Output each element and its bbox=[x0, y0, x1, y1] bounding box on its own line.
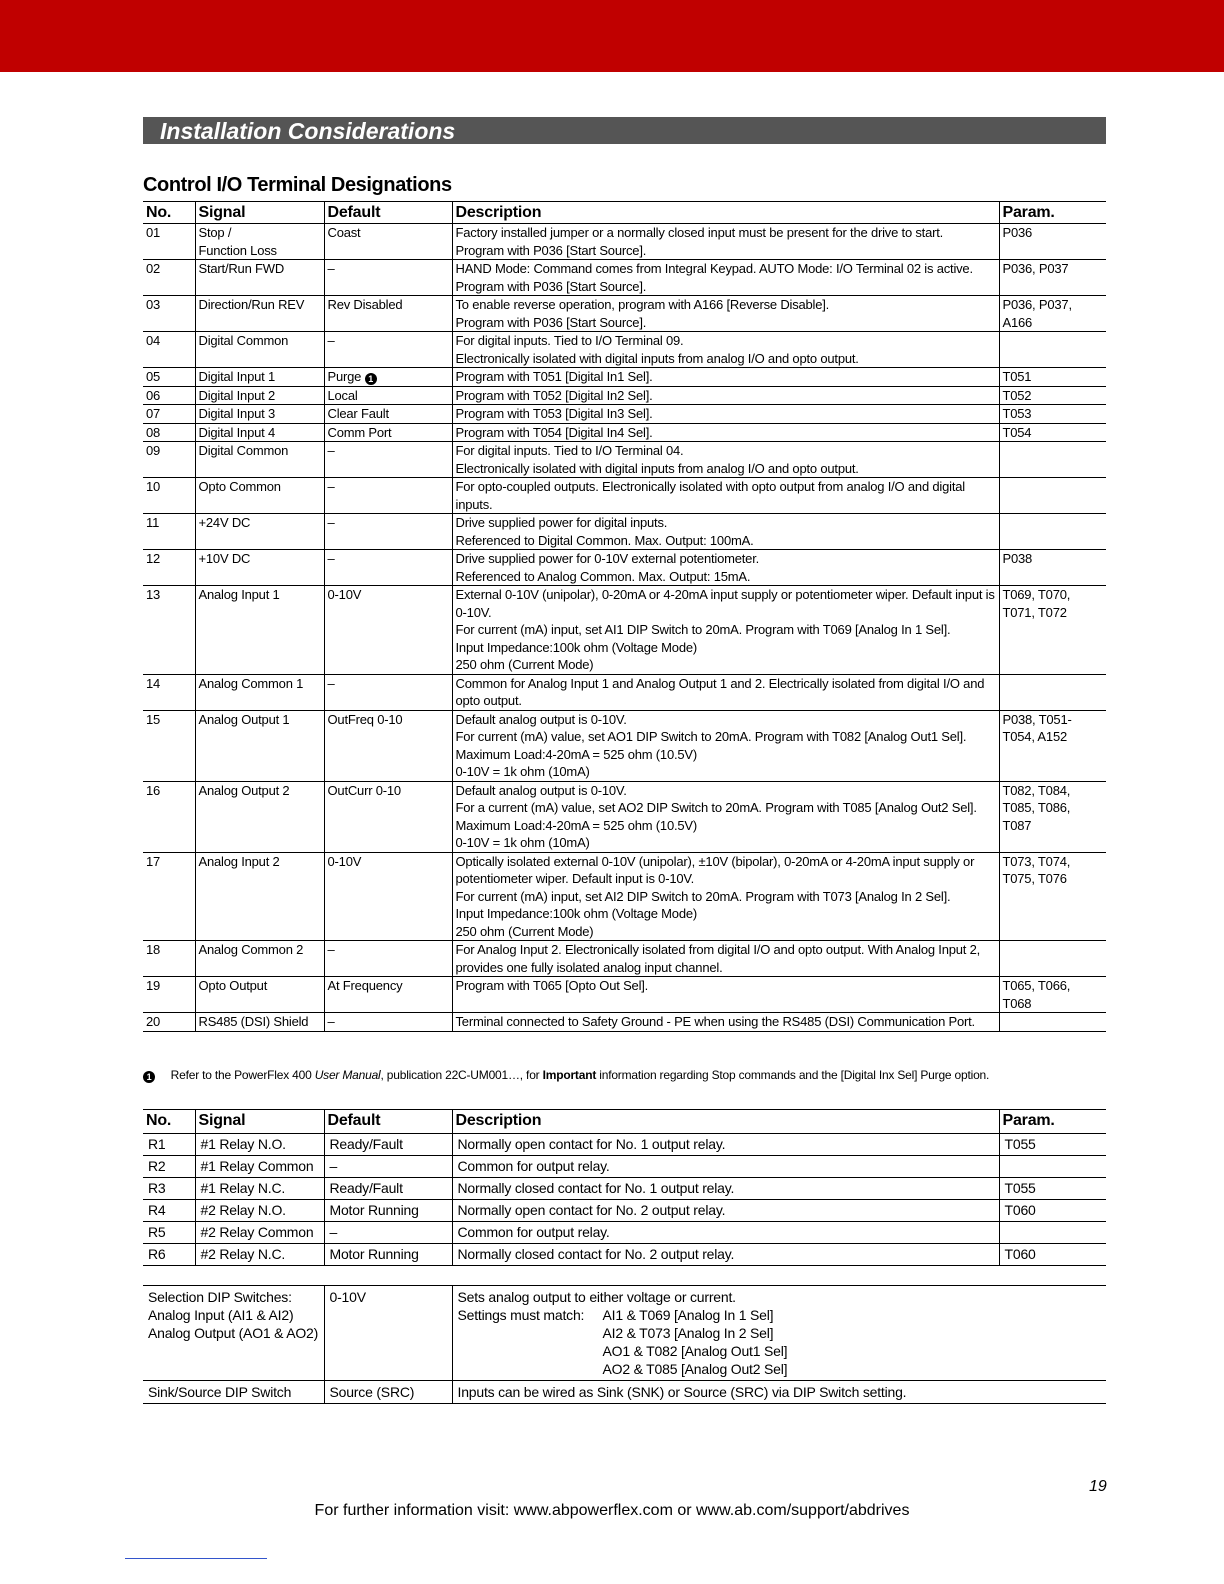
cell-description bbox=[452, 478, 999, 514]
cell-default bbox=[324, 710, 452, 781]
cell-no-text: 06 bbox=[146, 387, 161, 403]
cell-signal bbox=[195, 332, 324, 368]
cell-description: Normally open contact for No. 2 output relay. bbox=[452, 1200, 999, 1222]
cell-description-text: Program with T051 [Digital In1 Sel]. bbox=[455, 369, 653, 384]
cell-default: – bbox=[324, 1222, 452, 1244]
cell-description bbox=[452, 442, 999, 478]
cell-param bbox=[999, 386, 1106, 405]
cell-default: Motor Running bbox=[324, 1244, 452, 1266]
cell-default bbox=[324, 405, 452, 424]
cell-description bbox=[452, 260, 999, 296]
col-header-param: Param. bbox=[999, 202, 1106, 224]
cell-signal-text: Opto Output bbox=[198, 978, 268, 993]
cell-signal bbox=[195, 941, 324, 977]
cell-default-text: 0-10V bbox=[327, 853, 362, 869]
cell-param bbox=[999, 224, 1106, 260]
cell-param-text: P036 bbox=[1002, 225, 1033, 240]
cell-param bbox=[999, 781, 1106, 852]
col-header-signal: Signal bbox=[195, 202, 324, 224]
cell-signal bbox=[195, 852, 324, 941]
cell-description-text: Factory installed jumper or a normally closed input must be present for the drive to start. Program with P036 [Start Source]. bbox=[455, 225, 944, 258]
cell-signal-text: Analog Input 2 bbox=[198, 853, 280, 869]
cell-param bbox=[999, 1013, 1106, 1032]
cell-description-text: For opto-coupled outputs. Electronically isolated with opto output from analog I/O and digital inputs. bbox=[455, 479, 965, 512]
cell-signal bbox=[195, 550, 324, 586]
cell-description: Common for output relay. bbox=[452, 1222, 999, 1244]
cell-no: R4 bbox=[148, 1202, 166, 1218]
cell-default-text: – bbox=[327, 675, 335, 691]
cell-param bbox=[999, 260, 1106, 296]
cell-signal-text: Analog Common 2 bbox=[198, 942, 304, 957]
cell-no bbox=[143, 674, 195, 710]
cell-no-text: 12 bbox=[146, 551, 161, 566]
cell-no-text: 08 bbox=[146, 424, 161, 440]
cell-no-text: 17 bbox=[146, 853, 161, 869]
cell-description: Normally open contact for No. 1 output relay. bbox=[452, 1134, 999, 1156]
cell-description-text: For Analog Input 2. Electronically isolated from digital I/O and opto output. With Analog Input 2, provides one fully isolated analog input channel. bbox=[455, 942, 981, 975]
col-header-description: Description bbox=[452, 1110, 999, 1134]
cell-description-text: Optically isolated external 0-10V (unipolar), ±10V (bipolar), 0-20mA or 4-20mA input supply or potentiometer wiper. Default input is 0-10V. For current (mA) input, set AI2 DIP Switch to 20mA. Program with T073 [Analog In 2 Sel]. Input Impedance:100k ohm (Voltage Mode) 250 ohm (Current Mode) bbox=[455, 853, 975, 939]
cell-signal bbox=[195, 423, 324, 442]
cell-param bbox=[999, 442, 1106, 478]
table-row bbox=[143, 1134, 1106, 1156]
table-row bbox=[143, 1156, 1106, 1178]
cell-no: R2 bbox=[148, 1158, 166, 1174]
cell-default bbox=[324, 977, 452, 1013]
cell-default bbox=[324, 1013, 452, 1032]
cell-description bbox=[452, 296, 999, 332]
cell-signal bbox=[195, 224, 324, 260]
cell-signal bbox=[195, 368, 324, 387]
cell-signal-text: Digital Common bbox=[198, 333, 289, 348]
cell-signal-text: Digital Common bbox=[198, 443, 289, 458]
cell-default: Ready/Fault bbox=[324, 1178, 452, 1200]
dip-switch-default: 0-10V bbox=[324, 1286, 452, 1381]
cell-default bbox=[324, 586, 452, 675]
footnote-ref-icon: 1 bbox=[365, 373, 377, 385]
cell-description bbox=[452, 423, 999, 442]
table-row bbox=[143, 514, 1106, 550]
cell-no-text: 14 bbox=[146, 675, 161, 691]
cell-description bbox=[452, 781, 999, 852]
cell-param-text: P038 bbox=[1002, 551, 1033, 566]
cell-signal-text: Analog Output 1 bbox=[198, 711, 290, 727]
cell-param-text: T082, T084, T085, T086, T087 bbox=[1002, 782, 1071, 833]
footnote-bold: Important bbox=[542, 1068, 597, 1082]
sink-switch-default: Source (SRC) bbox=[324, 1381, 452, 1404]
cell-description bbox=[452, 977, 999, 1013]
cell-default-text: Purge bbox=[327, 369, 362, 384]
cell-no bbox=[143, 332, 195, 368]
cell-no: R6 bbox=[148, 1246, 166, 1262]
dip-desc-line: Sets analog output to either voltage or current. bbox=[457, 1289, 736, 1305]
cell-param-text: T069, T070, T071, T072 bbox=[1002, 587, 1071, 620]
cell-default bbox=[324, 781, 452, 852]
cell-no bbox=[143, 781, 195, 852]
table-row bbox=[143, 478, 1106, 514]
cell-no-text: 19 bbox=[146, 978, 161, 993]
table-row bbox=[143, 405, 1106, 424]
cell-no bbox=[143, 941, 195, 977]
cell-default: Ready/Fault bbox=[324, 1134, 452, 1156]
cell-param bbox=[999, 1222, 1106, 1244]
cell-signal bbox=[195, 514, 324, 550]
cell-signal: #2 Relay N.C. bbox=[195, 1244, 324, 1266]
table-row bbox=[143, 1222, 1106, 1244]
cell-no bbox=[143, 260, 195, 296]
cell-signal bbox=[195, 296, 324, 332]
cell-default-text: OutFreq 0-10 bbox=[327, 711, 403, 727]
cell-default-text: Local bbox=[327, 387, 358, 403]
cell-description-text: External 0-10V (unipolar), 0-20mA or 4-20mA input supply or potentiometer wiper. Default input is 0-10V. For current (mA) input, set AI1 DIP Switch to 20mA. Program with T069 [Analog In 1 Sel]. Input Impedance:100k ohm (Voltage Mode) 250 ohm (Current Mode) bbox=[455, 587, 995, 672]
cell-no-text: 15 bbox=[146, 711, 161, 727]
cell-signal-text: Analog Common 1 bbox=[198, 675, 304, 691]
cell-no-text: 11 bbox=[146, 515, 160, 530]
col-header-default: Default bbox=[324, 202, 452, 224]
cell-description: Normally closed contact for No. 1 output relay. bbox=[452, 1178, 999, 1200]
cell-param-text: T053 bbox=[1002, 406, 1032, 421]
cell-default-text: At Frequency bbox=[327, 978, 403, 993]
table-row bbox=[143, 1200, 1106, 1222]
cell-signal-text: Direction/Run REV bbox=[198, 297, 305, 312]
cell-no-text: 03 bbox=[146, 297, 161, 312]
cell-param bbox=[999, 941, 1106, 977]
cell-default-text: – bbox=[327, 479, 335, 494]
cell-signal bbox=[195, 478, 324, 514]
cell-signal-text: Digital Input 3 bbox=[198, 406, 275, 421]
cell-no bbox=[143, 550, 195, 586]
cell-description-text: HAND Mode: Command comes from Integral Keypad. AUTO Mode: I/O Terminal 02 is active. Program with P036 [Start Source]. bbox=[455, 261, 973, 294]
table-row bbox=[143, 674, 1106, 710]
sink-switch-description: Inputs can be wired as Sink (SNK) or Source (SRC) via DIP Switch setting. bbox=[452, 1381, 1106, 1404]
cell-default-text: Clear Fault bbox=[327, 406, 389, 421]
footnote-mark-icon: 1 bbox=[143, 1071, 155, 1083]
table-row bbox=[143, 224, 1106, 260]
cell-description-text: Program with T054 [Digital In4 Sel]. bbox=[455, 424, 653, 440]
cell-default bbox=[324, 442, 452, 478]
cell-no-text: 02 bbox=[146, 261, 161, 276]
cell-param bbox=[999, 514, 1106, 550]
cell-description-text: Drive supplied power for digital inputs. Referenced to Digital Common. Max. Output: 100mA. bbox=[455, 515, 754, 548]
cell-signal: #2 Relay N.O. bbox=[195, 1200, 324, 1222]
cell-signal-text: +24V DC bbox=[198, 515, 251, 530]
cell-no-text: 20 bbox=[146, 1014, 161, 1029]
cell-default bbox=[324, 368, 452, 387]
cell-param bbox=[999, 478, 1106, 514]
cell-default bbox=[324, 514, 452, 550]
cell-param bbox=[999, 550, 1106, 586]
cell-no-text: 16 bbox=[146, 782, 161, 798]
cell-no bbox=[143, 514, 195, 550]
cell-signal bbox=[195, 586, 324, 675]
cell-signal: #1 Relay N.O. bbox=[195, 1134, 324, 1156]
cell-no-text: 01 bbox=[146, 225, 161, 240]
cell-default: – bbox=[324, 1156, 452, 1178]
section-title: Installation Considerations bbox=[160, 118, 456, 144]
dip-settings-list: AI1 & T069 [Analog In 1 Sel] AI2 & T073 [Analog In 2 Sel] AO1 & T082 [Analog Out1 Sel] AO2 & T085 [Analog Out2 Sel] bbox=[602, 1307, 788, 1377]
footnote-text-3: information regarding Stop commands and the [Digital Inx Sel] Purge option. bbox=[596, 1068, 990, 1082]
cell-description bbox=[452, 586, 999, 675]
cell-signal-text: Analog Output 2 bbox=[198, 782, 290, 798]
col-header-signal: Signal bbox=[195, 1110, 324, 1134]
cell-param bbox=[999, 1156, 1106, 1178]
cell-description bbox=[452, 852, 999, 941]
cell-no bbox=[143, 710, 195, 781]
cell-signal: #2 Relay Common bbox=[195, 1222, 324, 1244]
cell-param bbox=[999, 332, 1106, 368]
cell-signal bbox=[195, 781, 324, 852]
cell-signal-text: Digital Input 1 bbox=[198, 369, 275, 384]
cell-description-text: Program with T053 [Digital In3 Sel]. bbox=[455, 406, 653, 421]
cell-param: T055 bbox=[999, 1178, 1106, 1200]
cell-param bbox=[999, 423, 1106, 442]
dip-settings-label: Settings must match: bbox=[457, 1307, 585, 1323]
col-header-description: Description bbox=[452, 202, 999, 224]
cell-description bbox=[452, 332, 999, 368]
cell-description-text: Default analog output is 0-10V. For current (mA) value, set AO1 DIP Switch to 20mA. Program with T082 [Analog Out1 Sel]. Maximum Load:4-20mA = 525 ohm (10.5V) 0-10V = 1k ohm (10mA) bbox=[455, 711, 967, 779]
table-row bbox=[143, 368, 1106, 387]
table-row bbox=[143, 586, 1106, 675]
cell-param-text: T054 bbox=[1002, 424, 1032, 440]
table-header-row bbox=[143, 202, 1106, 224]
dip-switch-name: Selection DIP Switches: Analog Input (AI1 & AI2) Analog Output (AO1 & AO2) bbox=[148, 1289, 319, 1341]
cell-param: T060 bbox=[999, 1200, 1106, 1222]
footer-rule bbox=[125, 1558, 267, 1559]
relay-table bbox=[143, 1109, 1106, 1266]
footer-text: For further information visit: www.abpowerflex.com or www.ab.com/support/abdrives bbox=[314, 1502, 910, 1519]
cell-no bbox=[143, 586, 195, 675]
cell-param bbox=[999, 296, 1106, 332]
cell-param bbox=[999, 368, 1106, 387]
cell-default-text: – bbox=[327, 551, 335, 566]
col-header-param: Param. bbox=[999, 1110, 1106, 1134]
col-header-default: Default bbox=[324, 1110, 452, 1134]
cell-description: Common for output relay. bbox=[452, 1156, 999, 1178]
cell-param-text: T051 bbox=[1002, 369, 1032, 384]
cell-signal bbox=[195, 405, 324, 424]
table-row bbox=[143, 941, 1106, 977]
cell-default bbox=[324, 423, 452, 442]
cell-description bbox=[452, 941, 999, 977]
cell-description bbox=[452, 368, 999, 387]
cell-description bbox=[452, 514, 999, 550]
cell-signal bbox=[195, 1013, 324, 1032]
cell-signal-text: Digital Input 4 bbox=[198, 424, 275, 440]
cell-default-text: OutCurr 0-10 bbox=[327, 782, 401, 798]
cell-default bbox=[324, 941, 452, 977]
cell-no bbox=[143, 423, 195, 442]
cell-param: T055 bbox=[999, 1134, 1106, 1156]
cell-no bbox=[143, 442, 195, 478]
cell-no: R5 bbox=[148, 1224, 166, 1240]
table-row bbox=[143, 1013, 1106, 1032]
section-header-bar bbox=[143, 117, 1106, 144]
cell-default bbox=[324, 224, 452, 260]
cell-default bbox=[324, 260, 452, 296]
cell-no bbox=[143, 224, 195, 260]
cell-description bbox=[452, 1013, 999, 1032]
cell-no-text: 13 bbox=[146, 587, 161, 602]
cell-param bbox=[999, 674, 1106, 710]
table-row bbox=[143, 852, 1106, 941]
cell-default bbox=[324, 386, 452, 405]
cell-description bbox=[452, 405, 999, 424]
col-header-no: No. bbox=[143, 1110, 195, 1134]
cell-param bbox=[999, 977, 1106, 1013]
cell-signal-text: Opto Common bbox=[198, 479, 281, 494]
table-row bbox=[143, 1381, 1106, 1404]
footnote-italic: User Manual bbox=[314, 1068, 381, 1082]
table-row bbox=[143, 977, 1106, 1013]
cell-signal: #1 Relay Common bbox=[195, 1156, 324, 1178]
table-row bbox=[143, 781, 1106, 852]
sink-switch-name: Sink/Source DIP Switch bbox=[148, 1384, 292, 1400]
cell-default-text: Comm Port bbox=[327, 424, 392, 440]
cell-description-text: Terminal connected to Safety Ground - PE when using the RS485 (DSI) Communication Port. bbox=[455, 1014, 975, 1029]
cell-description bbox=[452, 386, 999, 405]
cell-description-text: To enable reverse operation, program with A166 [Reverse Disable]. Program with P036 [Start Source]. bbox=[455, 297, 830, 330]
table-row bbox=[143, 260, 1106, 296]
table-row bbox=[143, 423, 1106, 442]
cell-no-text: 18 bbox=[146, 942, 161, 957]
cell-param-text: T065, T066, T068 bbox=[1002, 978, 1071, 1011]
cell-param: T060 bbox=[999, 1244, 1106, 1266]
cell-description bbox=[452, 224, 999, 260]
dip-switch-table bbox=[143, 1285, 1106, 1404]
cell-no bbox=[143, 852, 195, 941]
table-row bbox=[143, 710, 1106, 781]
cell-no bbox=[143, 1013, 195, 1032]
cell-default-text: Coast bbox=[327, 225, 361, 240]
cell-default-text: – bbox=[327, 261, 335, 276]
cell-description-text: For digital inputs. Tied to I/O Terminal 04. Electronically isolated with digital inputs from analog I/O and opto output. bbox=[455, 443, 859, 476]
table-row bbox=[143, 386, 1106, 405]
cell-param bbox=[999, 405, 1106, 424]
cell-signal bbox=[195, 260, 324, 296]
top-red-bar bbox=[0, 0, 1224, 72]
cell-signal bbox=[195, 977, 324, 1013]
cell-default bbox=[324, 296, 452, 332]
table-row bbox=[143, 550, 1106, 586]
cell-signal: #1 Relay N.C. bbox=[195, 1178, 324, 1200]
table-row bbox=[143, 1286, 1106, 1381]
footnote-text-2: , publication 22C-UM001…, for bbox=[380, 1068, 543, 1082]
cell-signal-text: Analog Input 1 bbox=[198, 587, 280, 602]
table-row bbox=[143, 332, 1106, 368]
cell-param bbox=[999, 710, 1106, 781]
cell-default-text: – bbox=[327, 1014, 335, 1029]
dip-switch-description bbox=[452, 1286, 1106, 1381]
cell-default-text: – bbox=[327, 942, 335, 957]
cell-default-text: 0-10V bbox=[327, 587, 362, 602]
table-header-row bbox=[143, 1110, 1106, 1134]
cell-default bbox=[324, 852, 452, 941]
cell-no: R1 bbox=[148, 1136, 166, 1152]
cell-signal bbox=[195, 442, 324, 478]
cell-default bbox=[324, 332, 452, 368]
cell-signal bbox=[195, 386, 324, 405]
cell-no bbox=[143, 977, 195, 1013]
cell-description-text: Common for Analog Input 1 and Analog Output 1 and 2. Electrically isolated from digital I/O and opto output. bbox=[455, 675, 985, 708]
cell-default bbox=[324, 478, 452, 514]
cell-param-text: T052 bbox=[1002, 387, 1032, 403]
cell-no-text: 04 bbox=[146, 333, 161, 348]
cell-signal-text: Digital Input 2 bbox=[198, 387, 275, 403]
cell-description-text: Drive supplied power for 0-10V external potentiometer. Referenced to Analog Common. Max. Output: 15mA. bbox=[455, 551, 760, 584]
table-row bbox=[143, 442, 1106, 478]
cell-no bbox=[143, 405, 195, 424]
page-number: 19 bbox=[1089, 1478, 1107, 1495]
cell-description bbox=[452, 550, 999, 586]
cell-no: R3 bbox=[148, 1180, 166, 1196]
cell-description-text: Default analog output is 0-10V. For a current (mA) value, set AO2 DIP Switch to 20mA. Program with T085 [Analog Out2 Sel]. Maximum Load:4-20mA = 525 ohm (10.5V) 0-10V = 1k ohm (10mA) bbox=[455, 782, 977, 850]
cell-signal-text: Start/Run FWD bbox=[198, 261, 285, 276]
cell-param-text: P036, P037, A166 bbox=[1002, 297, 1072, 330]
cell-signal-text: Stop / Function Loss bbox=[198, 225, 277, 258]
table-row bbox=[143, 296, 1106, 332]
footnote-text-1: Refer to the PowerFlex 400 bbox=[170, 1068, 315, 1082]
cell-default-text: – bbox=[327, 515, 335, 530]
io-terminal-table bbox=[143, 201, 1106, 1032]
cell-description bbox=[452, 674, 999, 710]
table-row bbox=[143, 1244, 1106, 1266]
cell-param-text: P038, T051- T054, A152 bbox=[1002, 711, 1072, 744]
cell-description: Normally closed contact for No. 2 output relay. bbox=[452, 1244, 999, 1266]
cell-signal-text: RS485 (DSI) Shield bbox=[198, 1014, 309, 1029]
page-subtitle: Control I/O Terminal Designations bbox=[143, 174, 452, 196]
cell-no bbox=[143, 386, 195, 405]
cell-no-text: 10 bbox=[146, 479, 161, 494]
cell-description-text: Program with T065 [Opto Out Sel]. bbox=[455, 978, 649, 993]
cell-signal bbox=[195, 674, 324, 710]
cell-no bbox=[143, 368, 195, 387]
cell-description-text: Program with T052 [Digital In2 Sel]. bbox=[455, 387, 653, 403]
cell-param bbox=[999, 852, 1106, 941]
cell-default bbox=[324, 674, 452, 710]
table-row bbox=[143, 1178, 1106, 1200]
cell-param-text: P036, P037 bbox=[1002, 261, 1069, 276]
cell-no bbox=[143, 296, 195, 332]
cell-no-text: 07 bbox=[146, 406, 161, 421]
cell-no-text: 05 bbox=[146, 369, 161, 384]
col-header-no: No. bbox=[143, 202, 195, 224]
cell-no-text: 09 bbox=[146, 443, 161, 458]
cell-default-text: – bbox=[327, 443, 335, 458]
cell-no bbox=[143, 478, 195, 514]
footnote bbox=[143, 1068, 989, 1083]
cell-default-text: – bbox=[327, 333, 335, 348]
cell-default: Motor Running bbox=[324, 1200, 452, 1222]
cell-signal bbox=[195, 710, 324, 781]
cell-param-text: T073, T074, T075, T076 bbox=[1002, 853, 1071, 886]
cell-signal-text: +10V DC bbox=[198, 551, 251, 566]
cell-description-text: For digital inputs. Tied to I/O Terminal 09. Electronically isolated with digital inputs from analog I/O and opto output. bbox=[455, 333, 859, 366]
cell-default bbox=[324, 550, 452, 586]
cell-default-text: Rev Disabled bbox=[327, 297, 403, 312]
cell-param bbox=[999, 586, 1106, 675]
cell-description bbox=[452, 710, 999, 781]
